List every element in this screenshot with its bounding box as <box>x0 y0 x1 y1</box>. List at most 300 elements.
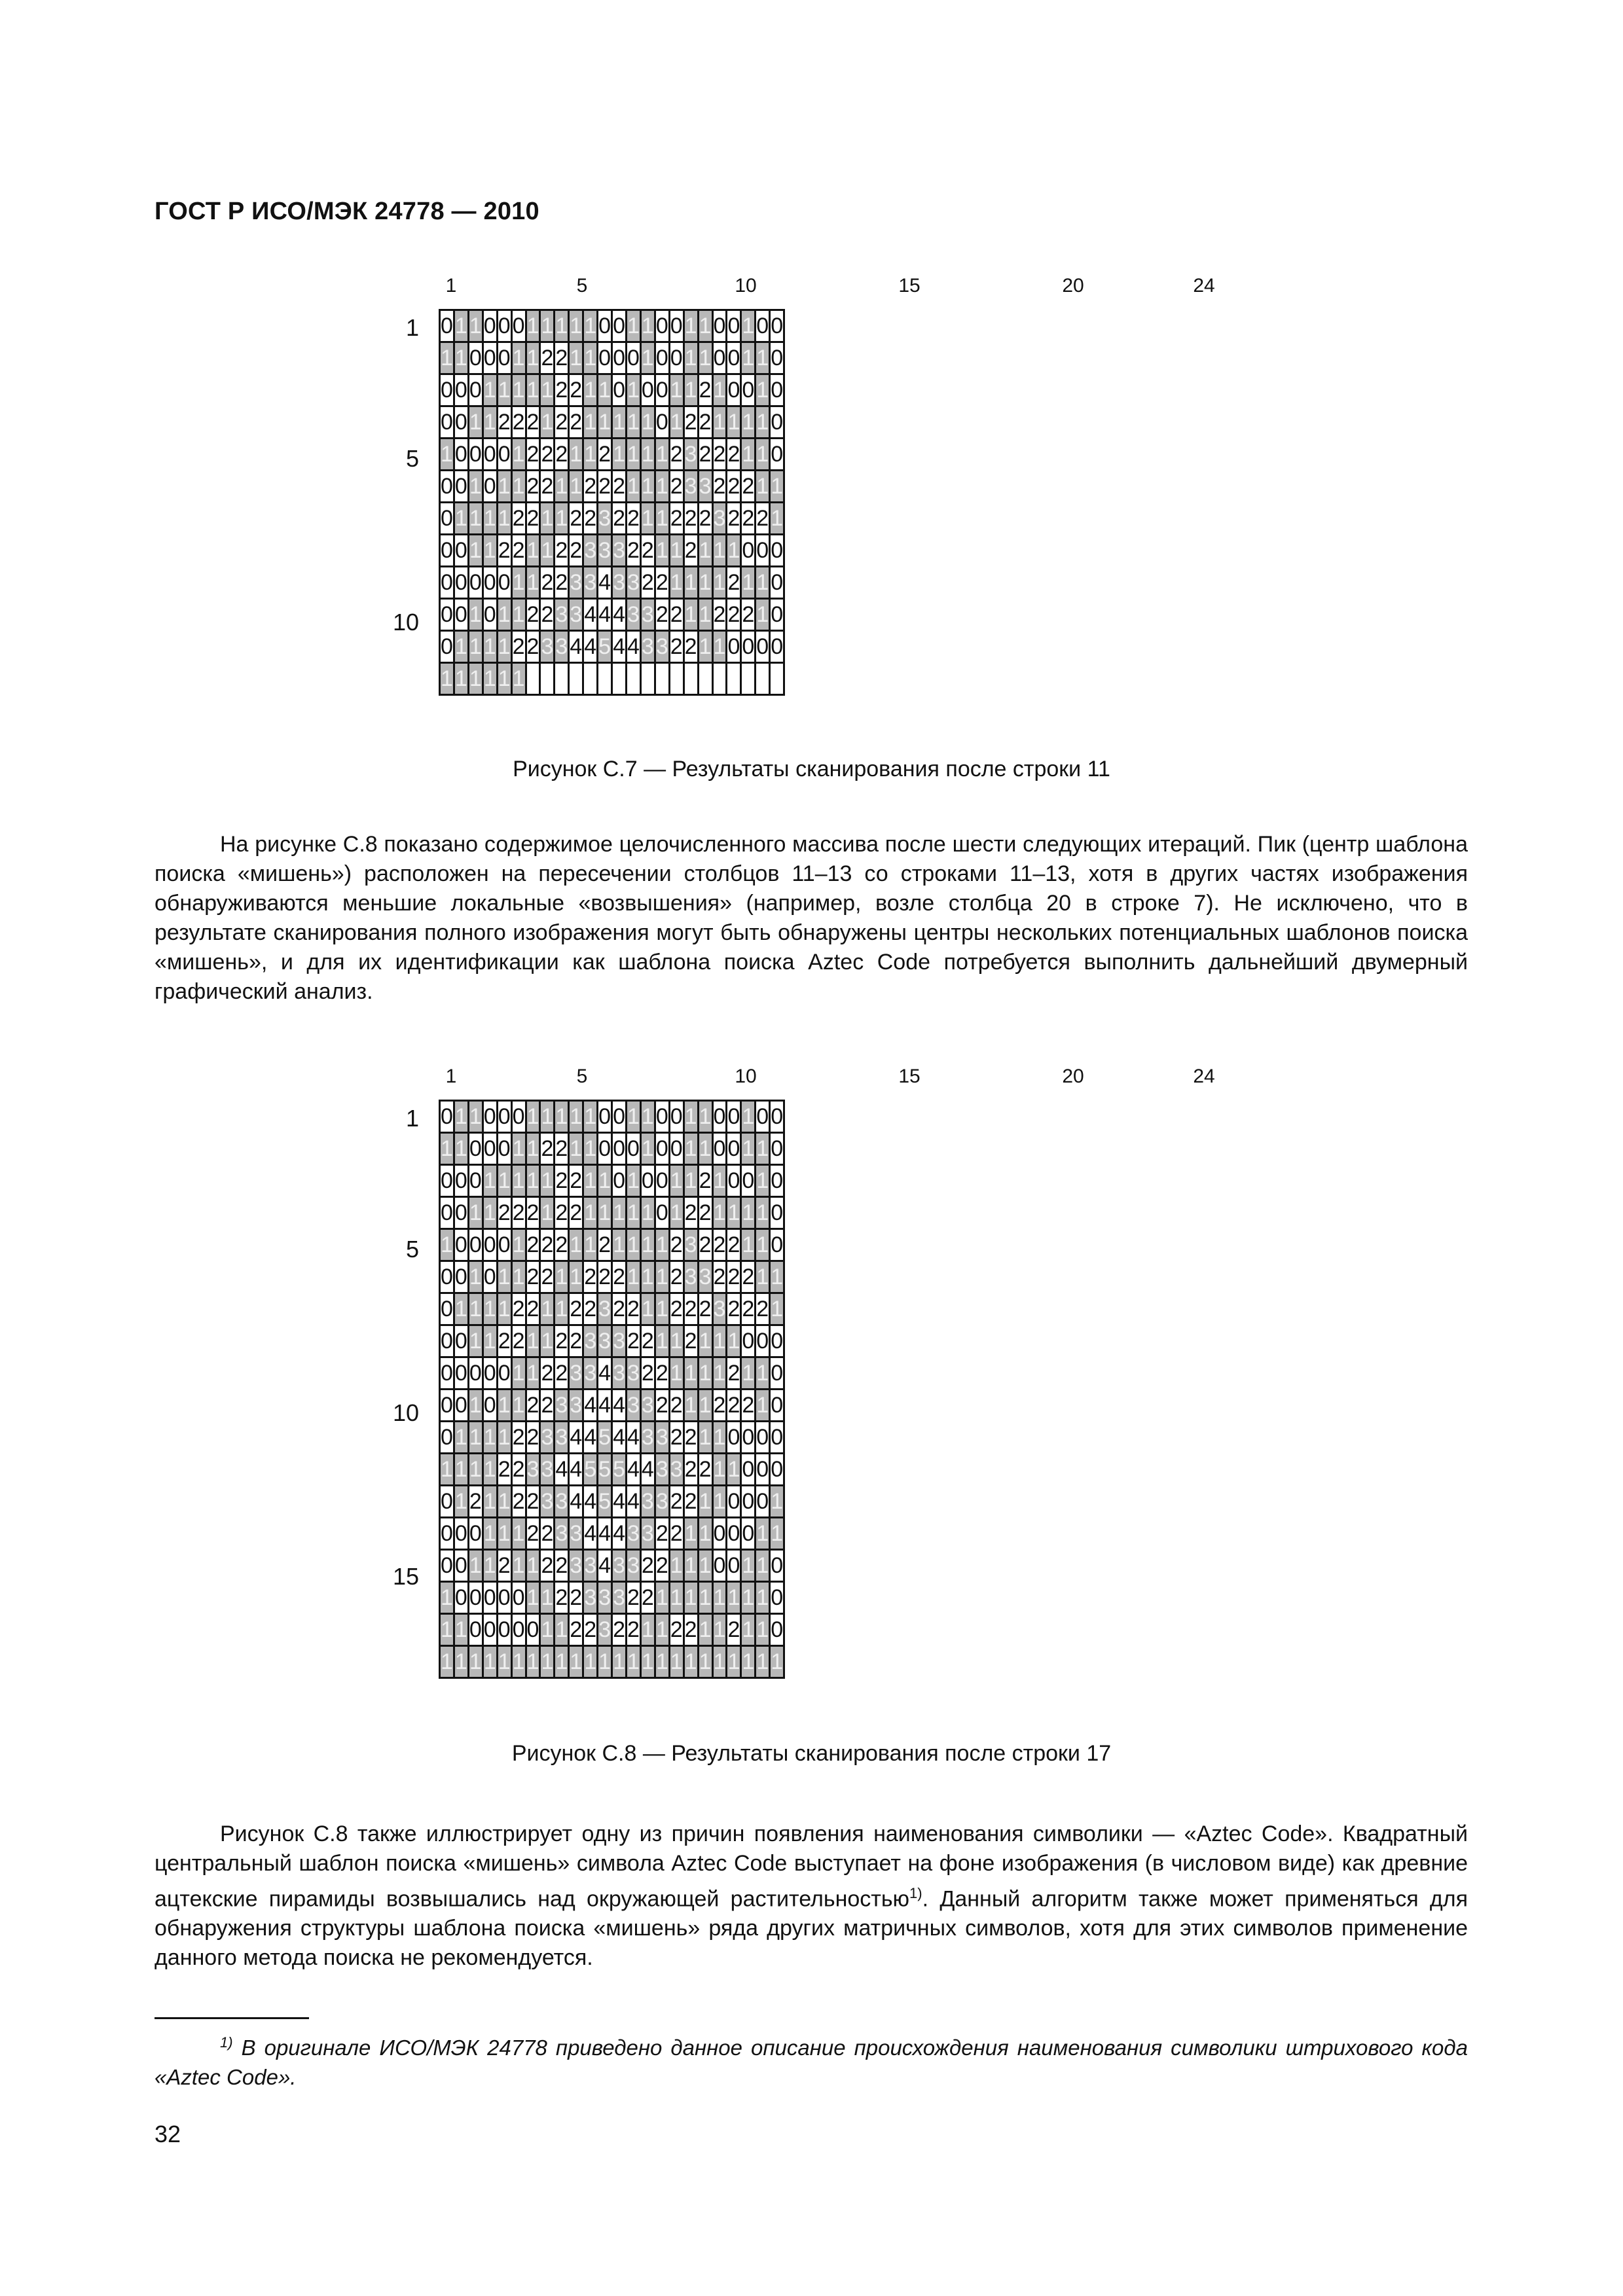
grid-cell: 0 <box>741 1454 756 1486</box>
grid-cell: 0 <box>468 567 483 599</box>
grid-cell: 1 <box>684 1357 698 1390</box>
grid-cell: 2 <box>756 503 770 535</box>
grid-cell: 0 <box>727 1486 741 1518</box>
grid-cell: 4 <box>626 631 640 663</box>
grid-cell: 1 <box>598 1646 612 1678</box>
grid-cell: 0 <box>440 374 454 406</box>
grid-cell: 2 <box>497 1454 511 1486</box>
grid-cell: 2 <box>698 1229 712 1261</box>
grid-cell: 2 <box>712 599 727 631</box>
grid-cell: 0 <box>511 310 526 342</box>
grid-cell: 1 <box>756 599 770 631</box>
grid-cell: 2 <box>727 1293 741 1325</box>
grid-cell: 2 <box>540 1357 555 1390</box>
grid-cell: 3 <box>598 1293 612 1325</box>
grid-cell: 1 <box>684 374 698 406</box>
grid-cell: 1 <box>511 1646 526 1678</box>
grid-cell: 1 <box>583 406 598 439</box>
grid-cell: 0 <box>454 1325 468 1357</box>
grid-cell: 1 <box>454 1454 468 1486</box>
grid-row <box>440 567 784 599</box>
grid-cell: 1 <box>756 1229 770 1261</box>
grid-cell: 1 <box>540 1614 555 1646</box>
grid-cell: 1 <box>640 1133 655 1165</box>
grid-row <box>440 503 784 535</box>
grid-cell: 1 <box>756 1550 770 1582</box>
grid-cell: 0 <box>612 374 627 406</box>
grid-cell: 1 <box>741 1614 756 1646</box>
grid-cell: 4 <box>612 599 627 631</box>
grid-cell: 1 <box>526 1165 540 1197</box>
grid-cell: 0 <box>770 599 784 631</box>
row-label: 5 <box>405 1236 419 1263</box>
grid-cell <box>526 663 540 695</box>
grid-row <box>440 1646 784 1678</box>
grid-cell: 1 <box>640 1293 655 1325</box>
grid-row <box>440 439 784 471</box>
grid-cell: 1 <box>483 374 497 406</box>
grid-cell: 1 <box>511 1165 526 1197</box>
grid-cell: 0 <box>727 1101 741 1133</box>
grid-cell: 1 <box>468 503 483 535</box>
grid-cell: 2 <box>540 567 555 599</box>
grid-cell: 0 <box>727 1422 741 1454</box>
grid-cell: 0 <box>770 1454 784 1486</box>
grid-cell <box>684 663 698 695</box>
grid-cell: 1 <box>698 1390 712 1422</box>
grid-cell: 2 <box>555 1325 569 1357</box>
grid-cell: 3 <box>669 1454 684 1486</box>
grid-cell: 2 <box>669 439 684 471</box>
grid-cell: 5 <box>583 1454 598 1486</box>
col-label: 20 <box>1062 1066 1084 1087</box>
grid-cell: 1 <box>526 1646 540 1678</box>
grid-cell: 1 <box>626 1646 640 1678</box>
grid-cell: 1 <box>626 406 640 439</box>
grid-cell: 1 <box>511 1518 526 1550</box>
grid-cell: 0 <box>770 1165 784 1197</box>
document-header: ГОСТ Р ИСО/МЭК 24778 — 2010 <box>155 198 539 225</box>
grid-cell: 1 <box>626 1165 640 1197</box>
grid-cell: 2 <box>555 374 569 406</box>
grid-row <box>440 1261 784 1293</box>
grid-cell: 0 <box>727 1165 741 1197</box>
grid-cell: 2 <box>684 631 698 663</box>
grid-cell: 1 <box>511 1229 526 1261</box>
grid-row <box>440 599 784 631</box>
col-label: 24 <box>1193 1066 1215 1087</box>
grid-cell: 1 <box>612 1197 627 1229</box>
grid-cell: 1 <box>468 1261 483 1293</box>
grid-cell: 1 <box>555 1101 569 1133</box>
grid-cell: 3 <box>583 1325 598 1357</box>
grid-cell: 4 <box>626 1486 640 1518</box>
grid-cell: 0 <box>511 1582 526 1614</box>
grid-cell: 3 <box>583 535 598 567</box>
grid-cell: 2 <box>583 1261 598 1293</box>
grid-cell: 2 <box>569 1582 583 1614</box>
grid-cell: 2 <box>669 1518 684 1550</box>
grid-cell: 1 <box>483 1165 497 1197</box>
grid-cell: 2 <box>712 1261 727 1293</box>
grid-cell: 0 <box>727 631 741 663</box>
grid-cell: 1 <box>526 1582 540 1614</box>
grid-cell: 2 <box>684 1325 698 1357</box>
grid-cell: 4 <box>612 1390 627 1422</box>
grid-cell: 1 <box>454 1422 468 1454</box>
grid-cell: 0 <box>440 1325 454 1357</box>
grid-row <box>440 1390 784 1422</box>
grid-cell: 3 <box>655 1422 669 1454</box>
body-paragraph <box>155 830 1468 1007</box>
grid-cell: 1 <box>669 1325 684 1357</box>
grid-cell: 1 <box>497 1165 511 1197</box>
grid-cell: 1 <box>684 567 698 599</box>
grid-cell: 0 <box>440 1293 454 1325</box>
grid-cell: 0 <box>598 1101 612 1133</box>
grid-cell: 1 <box>483 1550 497 1582</box>
grid-cell: 1 <box>712 1197 727 1229</box>
grid-cell: 1 <box>483 1486 497 1518</box>
grid-cell: 0 <box>770 631 784 663</box>
grid-cell: 2 <box>684 406 698 439</box>
grid-cell: 1 <box>483 663 497 695</box>
grid-cell: 0 <box>770 1357 784 1390</box>
grid-cell: 2 <box>526 1486 540 1518</box>
grid-cell: 1 <box>526 1133 540 1165</box>
grid-cell: 0 <box>770 567 784 599</box>
grid-cell: 1 <box>698 1325 712 1357</box>
grid-cell: 1 <box>698 535 712 567</box>
grid-cell: 1 <box>540 503 555 535</box>
grid-row <box>440 1101 784 1133</box>
grid-cell: 3 <box>612 1325 627 1357</box>
grid-cell <box>640 663 655 695</box>
grid-cell: 0 <box>454 374 468 406</box>
grid-cell: 3 <box>684 1229 698 1261</box>
grid-cell: 1 <box>640 503 655 535</box>
grid-cell: 0 <box>468 342 483 374</box>
grid-cell: 1 <box>684 1133 698 1165</box>
col-label: 24 <box>1193 275 1215 296</box>
grid-cell: 2 <box>741 1293 756 1325</box>
grid-cell: 1 <box>511 1261 526 1293</box>
grid-row <box>440 406 784 439</box>
grid-cell: 1 <box>698 310 712 342</box>
grid-cell: 1 <box>540 535 555 567</box>
grid-cell: 0 <box>497 439 511 471</box>
grid-cell: 4 <box>583 599 598 631</box>
grid-cell: 0 <box>741 1518 756 1550</box>
grid-cell: 0 <box>497 1582 511 1614</box>
grid-cell: 1 <box>454 663 468 695</box>
grid-cell: 0 <box>655 1133 669 1165</box>
grid-cell: 1 <box>669 1165 684 1197</box>
grid-cell: 2 <box>698 1197 712 1229</box>
grid-cell: 1 <box>569 310 583 342</box>
grid-row <box>440 374 784 406</box>
grid-cell: 1 <box>640 1614 655 1646</box>
grid-cell: 2 <box>684 503 698 535</box>
grid-cell: 1 <box>741 342 756 374</box>
grid-cell: 1 <box>540 1165 555 1197</box>
grid-cell: 1 <box>640 439 655 471</box>
grid-cell: 2 <box>555 439 569 471</box>
grid-cell: 2 <box>497 1197 511 1229</box>
grid-cell: 4 <box>598 599 612 631</box>
grid-cell: 4 <box>555 1454 569 1486</box>
grid-cell: 0 <box>669 342 684 374</box>
grid-cell: 1 <box>712 1165 727 1197</box>
grid-cell: 0 <box>770 1325 784 1357</box>
grid-cell: 1 <box>555 1293 569 1325</box>
grid-cell: 2 <box>669 599 684 631</box>
grid-cell: 2 <box>669 1390 684 1422</box>
col-label: 15 <box>898 275 921 296</box>
grid-cell: 3 <box>598 1325 612 1357</box>
grid-cell: 2 <box>655 1550 669 1582</box>
grid-cell: 1 <box>497 1261 511 1293</box>
grid-cell: 0 <box>756 1325 770 1357</box>
grid-cell: 2 <box>712 1390 727 1422</box>
grid-cell <box>583 663 598 695</box>
grid-cell: 3 <box>684 1261 698 1293</box>
grid-cell: 1 <box>684 1646 698 1678</box>
grid-cell: 1 <box>598 374 612 406</box>
grid-cell: 1 <box>756 1582 770 1614</box>
grid-cell: 1 <box>468 599 483 631</box>
grid-cell: 1 <box>526 1550 540 1582</box>
grid-cell: 3 <box>684 471 698 503</box>
grid-cell: 1 <box>583 1197 598 1229</box>
grid-cell: 3 <box>598 1582 612 1614</box>
grid-cell: 1 <box>626 374 640 406</box>
grid-cell: 1 <box>655 1293 669 1325</box>
grid-cell: 2 <box>569 1293 583 1325</box>
grid-cell <box>669 663 684 695</box>
grid-cell: 4 <box>583 1422 598 1454</box>
grid-cell: 4 <box>569 1422 583 1454</box>
grid-cell: 0 <box>440 1165 454 1197</box>
grid-cell: 3 <box>655 1454 669 1486</box>
grid-cell: 1 <box>756 1261 770 1293</box>
grid-cell: 1 <box>468 1550 483 1582</box>
grid-cell: 0 <box>497 1614 511 1646</box>
grid-cell: 1 <box>684 1101 698 1133</box>
grid-cell: 0 <box>454 1229 468 1261</box>
grid-cell: 0 <box>468 1518 483 1550</box>
grid-cell: 2 <box>698 439 712 471</box>
grid-cell: 4 <box>598 1518 612 1550</box>
grid-cell: 0 <box>598 310 612 342</box>
grid-cell: 2 <box>468 1486 483 1518</box>
grid-cell <box>727 663 741 695</box>
grid-cell: 2 <box>598 471 612 503</box>
grid-cell: 0 <box>756 631 770 663</box>
grid-cell <box>626 663 640 695</box>
grid-cell: 2 <box>598 439 612 471</box>
grid-cell: 1 <box>741 1582 756 1614</box>
grid-cell: 0 <box>655 1165 669 1197</box>
grid-cell: 1 <box>440 1454 454 1486</box>
grid-cell: 4 <box>626 1454 640 1486</box>
grid-cell: 3 <box>640 599 655 631</box>
grid-cell: 0 <box>468 374 483 406</box>
grid-cell: 1 <box>497 1422 511 1454</box>
grid-cell: 3 <box>555 1518 569 1550</box>
grid-cell: 2 <box>727 503 741 535</box>
footnote-separator <box>155 2017 309 2019</box>
grid-cell: 1 <box>526 374 540 406</box>
grid-row <box>440 1454 784 1486</box>
grid-cell: 1 <box>756 1165 770 1197</box>
grid-cell: 1 <box>698 567 712 599</box>
grid-cell: 3 <box>640 1518 655 1550</box>
grid-cell: 5 <box>598 1454 612 1486</box>
grid-cell: 0 <box>483 1357 497 1390</box>
grid-cell: 0 <box>770 406 784 439</box>
grid-cell: 3 <box>569 1550 583 1582</box>
grid-cell: 0 <box>756 1422 770 1454</box>
grid-cell: 0 <box>483 1614 497 1646</box>
grid-cell: 2 <box>526 471 540 503</box>
grid-cell: 1 <box>468 1646 483 1678</box>
grid-cell: 1 <box>468 310 483 342</box>
grid-cell: 0 <box>483 1101 497 1133</box>
grid-cell: 1 <box>526 567 540 599</box>
grid-cell: 1 <box>511 439 526 471</box>
grid-cell: 2 <box>698 1293 712 1325</box>
grid-cell: 2 <box>583 503 598 535</box>
grid-cell: 3 <box>698 1261 712 1293</box>
grid-cell: 1 <box>756 1390 770 1422</box>
grid-cell: 0 <box>483 567 497 599</box>
grid-cell: 2 <box>540 439 555 471</box>
grid-cell: 1 <box>640 1101 655 1133</box>
grid-cell: 1 <box>497 599 511 631</box>
grid-cell: 1 <box>741 1101 756 1133</box>
grid-cell: 1 <box>583 1229 598 1261</box>
grid-cell: 1 <box>468 535 483 567</box>
grid-cell: 1 <box>669 1646 684 1678</box>
row-label: 1 <box>405 314 419 341</box>
grid-cell: 2 <box>741 1261 756 1293</box>
grid-cell: 2 <box>640 1325 655 1357</box>
grid-cell: 0 <box>712 310 727 342</box>
grid-cell: 2 <box>640 567 655 599</box>
grid-cell: 1 <box>583 1133 598 1165</box>
grid-cell: 0 <box>770 535 784 567</box>
grid-cell: 0 <box>511 1101 526 1133</box>
grid-row <box>440 1486 784 1518</box>
grid-cell: 3 <box>626 599 640 631</box>
grid-cell: 2 <box>511 1454 526 1486</box>
grid-cell: 0 <box>454 1582 468 1614</box>
grid-cell: 0 <box>770 342 784 374</box>
grid-cell: 0 <box>440 406 454 439</box>
grid-row <box>440 1614 784 1646</box>
grid-cell: 1 <box>440 1646 454 1678</box>
grid-cell: 2 <box>712 471 727 503</box>
grid-cell: 1 <box>497 631 511 663</box>
grid-cell: 2 <box>511 1422 526 1454</box>
grid-row <box>440 1422 784 1454</box>
grid-cell: 0 <box>454 1165 468 1197</box>
grid-cell: 2 <box>569 374 583 406</box>
grid-cell: 1 <box>569 439 583 471</box>
grid-cell: 1 <box>483 1293 497 1325</box>
grid-cell: 1 <box>440 1582 454 1614</box>
grid-cell: 1 <box>626 1101 640 1133</box>
grid-cell: 5 <box>598 1486 612 1518</box>
grid-cell: 2 <box>511 1486 526 1518</box>
grid-cell: 1 <box>612 439 627 471</box>
grid-cell: 4 <box>583 1486 598 1518</box>
grid-cell: 1 <box>640 406 655 439</box>
grid-cell: 1 <box>468 1422 483 1454</box>
grid-cell: 1 <box>454 503 468 535</box>
grid-cell: 1 <box>626 471 640 503</box>
grid-cell: 1 <box>626 310 640 342</box>
grid-cell: 0 <box>497 310 511 342</box>
grid-cell: 0 <box>770 1133 784 1165</box>
grid-cell: 2 <box>598 1261 612 1293</box>
grid-cell: 3 <box>626 1518 640 1550</box>
grid-cell: 2 <box>569 406 583 439</box>
grid-cell: 1 <box>626 439 640 471</box>
grid-cell: 1 <box>440 342 454 374</box>
grid-cell: 0 <box>727 1133 741 1165</box>
grid-cell: 4 <box>612 1518 627 1550</box>
grid-cell: 1 <box>669 1550 684 1582</box>
grid-cell: 2 <box>511 1293 526 1325</box>
grid-cell: 1 <box>684 599 698 631</box>
grid-cell: 0 <box>440 599 454 631</box>
grid-cell: 0 <box>770 1614 784 1646</box>
grid-cell: 3 <box>612 535 627 567</box>
grid-cell: 1 <box>756 1357 770 1390</box>
grid-cell: 1 <box>483 1454 497 1486</box>
grid-cell: 1 <box>497 503 511 535</box>
grid-cell: 1 <box>655 1261 669 1293</box>
grid-row <box>440 1197 784 1229</box>
grid-cell: 1 <box>684 342 698 374</box>
grid-cell: 2 <box>727 599 741 631</box>
col-label: 15 <box>898 1066 921 1087</box>
grid-cell: 1 <box>497 1646 511 1678</box>
grid-cell: 2 <box>540 599 555 631</box>
grid-cell: 1 <box>497 374 511 406</box>
grid-cell: 1 <box>655 535 669 567</box>
grid-cell: 3 <box>626 1357 640 1390</box>
grid-cell <box>712 663 727 695</box>
grid-cell: 1 <box>569 1101 583 1133</box>
grid-cell: 0 <box>669 1133 684 1165</box>
grid-cell: 2 <box>698 503 712 535</box>
grid-cell: 3 <box>569 1518 583 1550</box>
row-label: 1 <box>405 1105 419 1132</box>
grid-cell <box>569 663 583 695</box>
grid-cell: 1 <box>483 406 497 439</box>
grid-cell: 1 <box>712 1422 727 1454</box>
grid-cell: 1 <box>655 503 669 535</box>
grid-cell: 0 <box>756 1454 770 1486</box>
grid-cell: 0 <box>612 342 627 374</box>
grid-cell: 0 <box>756 1486 770 1518</box>
grid-cell: 1 <box>712 1646 727 1678</box>
grid-cell: 2 <box>741 503 756 535</box>
grid-cell: 1 <box>669 535 684 567</box>
